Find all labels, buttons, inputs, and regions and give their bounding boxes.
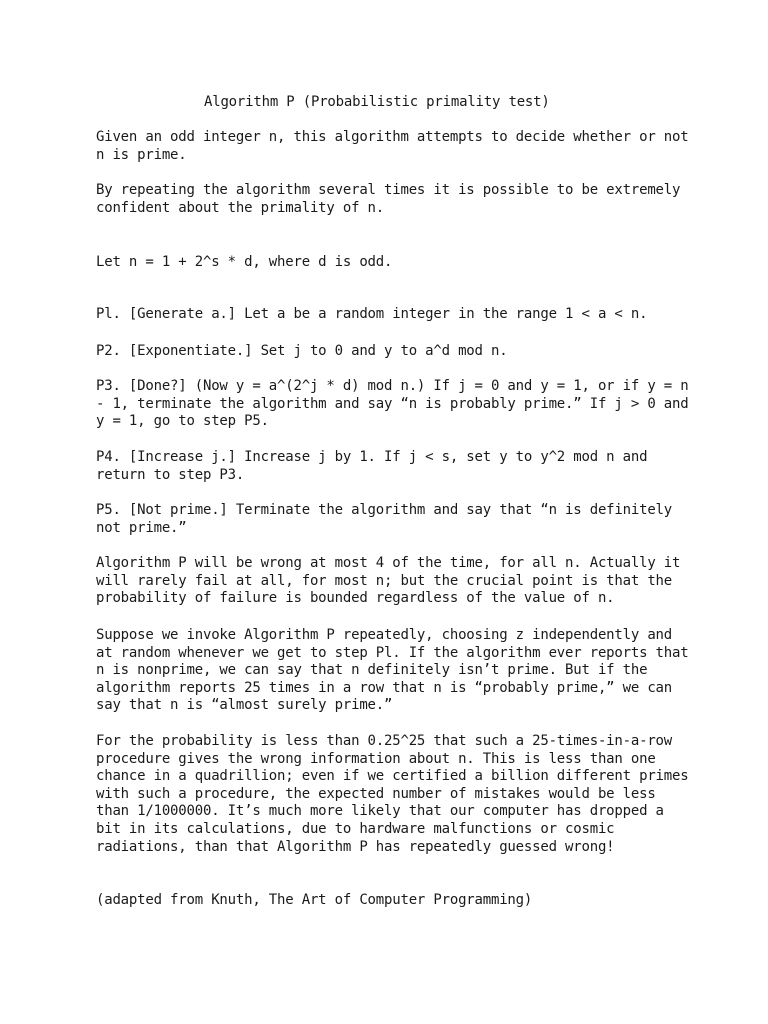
discussion-paragraph-3: For the probability is less than 0.25^25 that such a 25-times-in-a-row procedure gives the wrong information about n. This is less than one chance in a quadrillion; even if we certified a billion different primes with such a procedure, the expected number of mistakes would be less than 1/1000000. It’s much more likely that our computer has dropped a bit in its calculations, due to hardware malfunctions or cosmic radiations, than that Algorithm P has repeatedly guessed wrong! bbox=[96, 733, 689, 855]
document-title: Algorithm P (Probabilistic primality test) bbox=[204, 94, 550, 110]
source-citation: (adapted from Knuth, The Art of Computer Programming) bbox=[96, 892, 533, 908]
step-p2: P2. [Exponentiate.] Set j to 0 and y to a^d mod n. bbox=[96, 343, 508, 359]
step-p5: P5. [Not prime.] Terminate the algorithm and say that “n is definitely not prime.” bbox=[96, 502, 673, 536]
discussion-paragraph-2: Suppose we invoke Algorithm P repeatedly, choosing z independently and at random whenever we get to step Pl. If the algorithm ever reports that n is nonprime, we can say that n definitely isn’t prime. But if the algorithm reports 25 times in a row that n is “probably prime,” we can say that n is “almost surely prime.” bbox=[96, 627, 689, 714]
step-p1: Pl. [Generate a.] Let a be a random integer in the range 1 < a < n. bbox=[96, 306, 648, 322]
step-p3: P3. [Done?] (Now y = a^(2^j * d) mod n.) If j = 0 and y = 1, or if y = n - 1, terminate the algorithm and say “n is probably prime.” If j > 0 and y = 1, go to step P5. bbox=[96, 378, 689, 430]
intro-paragraph-1: Given an odd integer n, this algorithm attempts to decide whether or not n is prime. bbox=[96, 129, 689, 163]
intro-paragraph-2: By repeating the algorithm several times it is possible to be extremely confident about the primality of n. bbox=[96, 182, 681, 216]
setup-paragraph: Let n = 1 + 2^s * d, where d is odd. bbox=[96, 254, 393, 270]
step-p4: P4. [Increase j.] Increase j by 1. If j < s, set y to y^2 mod n and return to step P3. bbox=[96, 449, 648, 483]
discussion-paragraph-1: Algorithm P will be wrong at most 4 of the time, for all n. Actually it will rarely fail at all, for most n; but the crucial point is that the probability of failure is bounded regardless of the value of n. bbox=[96, 555, 681, 607]
